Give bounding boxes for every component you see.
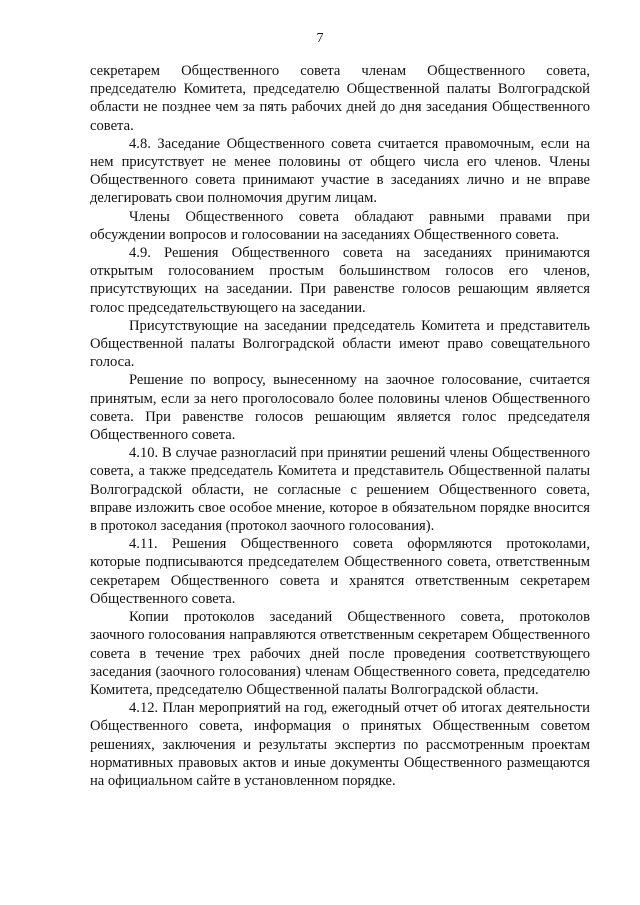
paragraph-absentee-vote: Решение по вопросу, вынесенному на заочное голосование, считается принятым, если за него проголосовало более половины членов Общественного совета. При равенстве голосов решающим является голос председателя Общественного совета. (90, 372, 590, 444)
paragraph-protocol-copies: Копии протоколов заседаний Общественного совета, протоколов заочного голосования направляются ответственным секретарем Общественного совета в течение трех рабочих дней после проведения соответствующего заседания (заочного голосования) членам Общественного совета, председателю Комитета, председателю Общественной палаты Волгоградской области. (90, 609, 590, 698)
page-number: 7 (316, 31, 324, 46)
paragraph-equal-rights: Члены Общественного совета обладают равными правами при обсуждении вопросов и голосовании на заседаниях Общественного совета. (90, 208, 590, 243)
paragraph-advisory-vote: Присутствующие на заседании председатель Комитета и представитель Общественной палаты Волгоградской области имеют право совещательного голоса. (90, 317, 590, 371)
document-body (90, 62, 590, 790)
paragraph-4-8: 4.8. Заседание Общественного совета считается правомочным, если на нем присутствует не менее половины от общего числа его членов. Члены Общественного совета принимают участие в заседаниях лично и не вправе делегировать свои полномочия другим лицам. (90, 135, 590, 207)
paragraph-4-12: 4.12. План мероприятий на год, ежегодный отчет об итогах деятельности Общественного совета, информация о принятых Общественным советом решениях, заключения и результаты экспертиз по рассмотренным проектам нормативных правовых актов и иные документы Общественного размещаются на официальном сайте в установленном порядке. (90, 700, 590, 789)
paragraph-continuation: секретарем Общественного совета членам Общественного совета, председателю Комитета, председателю Общественной палаты Волгоградской области не позднее чем за пять рабочих дней до дня заседания Общественного совета. (90, 63, 590, 134)
paragraph-4-10: 4.10. В случае разногласий при принятии решений члены Общественного совета, а также председатель Комитета и представитель Общественной палаты Волгоградской области, не согласные с решением Общественного совета, вправе изложить свое особое мнение, которое в обязательном порядке вносится в протокол заседания (протокол заочного голосования). (90, 445, 590, 535)
paragraph-4-9: 4.9. Решения Общественного совета на заседаниях принимаются открытым голосованием простым большинством голосов его членов, присутствующих на заседании. При равенстве голосов решающим является голос председательствующего на заседании. (90, 245, 590, 316)
paragraph-4-11: 4.11. Решения Общественного совета оформляются протоколами, которые подписываются председателем Общественного совета, ответственным секретарем Общественного совета и хранятся ответственным секретарем Общественного совета. (90, 536, 590, 607)
